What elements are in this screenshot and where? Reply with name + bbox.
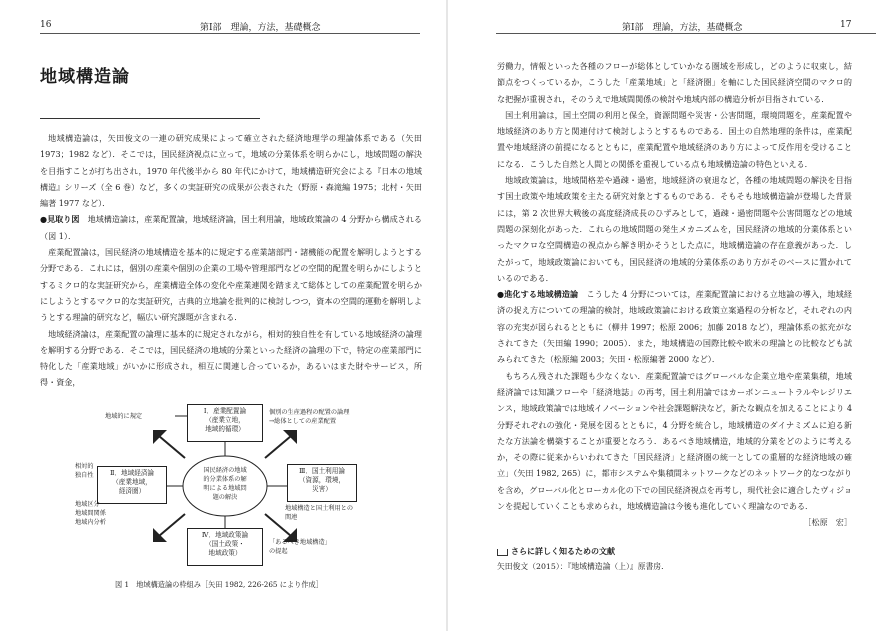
page-number-right: 17 bbox=[840, 20, 852, 30]
section-title: 地域構造論 bbox=[40, 67, 130, 87]
left-page bbox=[0, 0, 446, 631]
label-ideal-structure: 「あるべき地域構造」 の提起 bbox=[269, 539, 331, 555]
running-head-right: 第Ⅰ部 理論，方法，基礎概念 bbox=[622, 23, 743, 33]
paragraph: ●進化する地域構造論 こうした 4 分野については，産業配置論における立地論の導入，地域経済の捉え方についての理論的検討，地域政策論における政策立案過程の分析など，それぞれの内容の充実が図られるとともに（柳井 1997；松原 2006；加藤 2018 など），理論体系の拡充がなされてきた（矢田編 1990；2005）．また，地域構造の国際比較や欧米の理論との比較なども試みられてきた（松原編 2003；矢田・松原編著 2000 など）． bbox=[497, 289, 852, 365]
label-regional-division: 地域区分 地域間関係 地域内分析 bbox=[75, 501, 106, 526]
paragraph: ●見取り図 地域構造論は，産業配置論，地域経済論，国土利用論，地域政策論の 4 分野から構成される（図 1）． bbox=[40, 214, 422, 241]
label-production-logic: 個別の生産過程の配置の論理 →総体としての産業配置 bbox=[269, 409, 350, 425]
left-body-text bbox=[40, 130, 422, 391]
figure-framework-diagram bbox=[75, 400, 375, 572]
box-industrial-location: Ⅰ．産業配置論 （産業立地， 地域的循環） bbox=[187, 404, 263, 442]
paragraph: 国土利用論は，国土空間の利用と保全，資源問題や災害・公害問題，環境問題を，産業配置や地域経済のあり方と関連付けて検討しようとするものである．国土の自然地理的条件は，産業配置や地域経済の前提になるとともに，産業配置や地域経済のあり方によって反作用を受けることになる．こうした自然と人間との関係を重視している点も地域構造論の特色といえる． bbox=[497, 109, 852, 169]
author-credit: ［松原 宏］ bbox=[803, 517, 852, 528]
paragraph: 産業配置論は，国民経済の地域構造を基本的に規定する産業諸部門・諸機能の配置を解明しようとする分野である．これには，個別の産業や個別の企業の工場や管理部門などの空間的配置を明らかにしようとするミクロ的な実証研究から，産業構造全体の変化や産業連関を踏まえて総体としての産業配置を明らかにしようとするマクロ的な実証研究，古典的立地論を批判的に検討しつつ，資本の空間的運動を解明しようとする理論的研究など，幅広い研究課題が含まれる． bbox=[40, 247, 422, 323]
center-label: 国民経済の地域 的分業体系の解 明による地域問 題の解決 bbox=[203, 467, 247, 501]
further-reading-heading: さらに詳しく知るための文献 bbox=[497, 546, 615, 557]
label-relative-autonomy: 相対的 独自性 bbox=[75, 463, 94, 479]
subheading: ●見取り図 bbox=[40, 214, 80, 225]
box-regional-policy: Ⅳ．地域政策論 （国土政策・ 地域政策） bbox=[187, 528, 263, 566]
header-rule bbox=[496, 33, 876, 34]
paragraph: もちろん残された課題も少なくない．産業配置論ではグローバルな企業立地や産業集積，地域経済論では知識フローや「経済地誌」の再考，国土利用論ではカーボンニュートラルやレジリエンス，地域政策論では地域イノベーションや社会課題解決など，新たな観点を加えることにより 4 分野それぞれの強化・発展を図るとともに，4 分野を統合し，地域構造のダイナミズムに迫る新たな方法論を構築することが重要となろう．あるべき地域構造，地域的分業をどのように考えるか，その際に従来からいわれてきた「国民経済」と経済圏の統一としての重層的な経済地域の確立」（矢田 1982, 265）に，都市システムや集積間ネットワークなどのネットワーク的なつながりを含め，グローバル化とローカル化の下での国民経済視点を再考し，現代社会に適合したヴィジョンを提起していくことも求められ，地域構造論は今後も進化していく理論なのである． bbox=[497, 370, 852, 512]
header-rule bbox=[40, 33, 420, 34]
box-land-use: Ⅲ．国土利用論 （資源，環境， 災害） bbox=[287, 464, 357, 502]
further-reading-item: 矢田俊文（2015）：『地域構造論（上）』原書房． bbox=[497, 562, 669, 571]
running-head-left: 第Ⅰ部 理論，方法，基礎概念 bbox=[200, 23, 321, 33]
figure-caption: 図 1 地域構造論の枠組み［矢田 1982, 226-265 により作成］ bbox=[115, 580, 323, 589]
paragraph: 地域経済論は，産業配置の論理に基本的に規定されながら，相対的独自性を有している地域経済の論理を解明する分野である．そこでは，国民経済の地域的分業といった経済の論理の下で，特定の産業部門に特化した「産業地域」がいかに形成され，相互に関連し合っているか，あるいはまた財やサービス，所得・資金， bbox=[40, 328, 422, 388]
label-land-use-relation: 地域構造と国土利用との 関連 bbox=[285, 505, 354, 521]
label-regional-determination: 地域的に規定 bbox=[105, 413, 143, 420]
title-rule bbox=[40, 118, 260, 119]
subheading: ●進化する地域構造論 bbox=[497, 289, 579, 300]
page-number-left: 16 bbox=[40, 20, 52, 30]
book-icon bbox=[497, 549, 508, 556]
author-line bbox=[497, 514, 852, 530]
paragraph: 地域構造論は，矢田俊文の一連の研究成果によって確立された経済地理学の理論体系である（矢田 1973；1982 など）．そこでは，国民経済視点に立って，地域の分業体系を明らかにし，地域問題の解決を目指すことが打ち出され，1970 年代後半から 80 年代にかけて，地域構造研究会による『日本の地域構造』シリーズ（全 6 巻）など，多くの実証研究の成果が公表された（野原・森滝編 1975；北村・矢田編著 1977 など）． bbox=[40, 133, 422, 209]
right-body-text bbox=[497, 58, 852, 531]
box-regional-economy: Ⅱ．地域経済論 （産業地域， 経済圏） bbox=[97, 466, 167, 504]
paragraph: 地域政策論は，地域間格差や過疎・過密，地域経済の衰退など，各種の地域問題の解決を目指す国土政策や地域政策を主たる研究対象とするものである．そもそも地域構造論が登場した背景には，第 2 次世界大戦後の高度経済成長のひずみとして，過疎・過密問題や公害問題などの地域問題の深刻化があった．これらの地域問題の発生メカニズムを，国民経済の地域的分業体系といったマクロな空間構造の視点から解き明かそうとした点に，地域構造論の存在意義があった．したがって，地域政策論においても，国民経済の地域的分業体系のあり方がそのベースに置かれているのである． bbox=[497, 175, 852, 283]
paragraph: 労働力，情報といった各種のフローが総体としていかなる圏域を形成し，どのように収束し，結節点をつくっているか，こうした「産業地域」と「経済圏」を軸にした国民経済空間のマクロ的な把握が重視され，そのうえで地域間関係の検討や地域内部の構造分析が目指されている． bbox=[497, 61, 852, 104]
